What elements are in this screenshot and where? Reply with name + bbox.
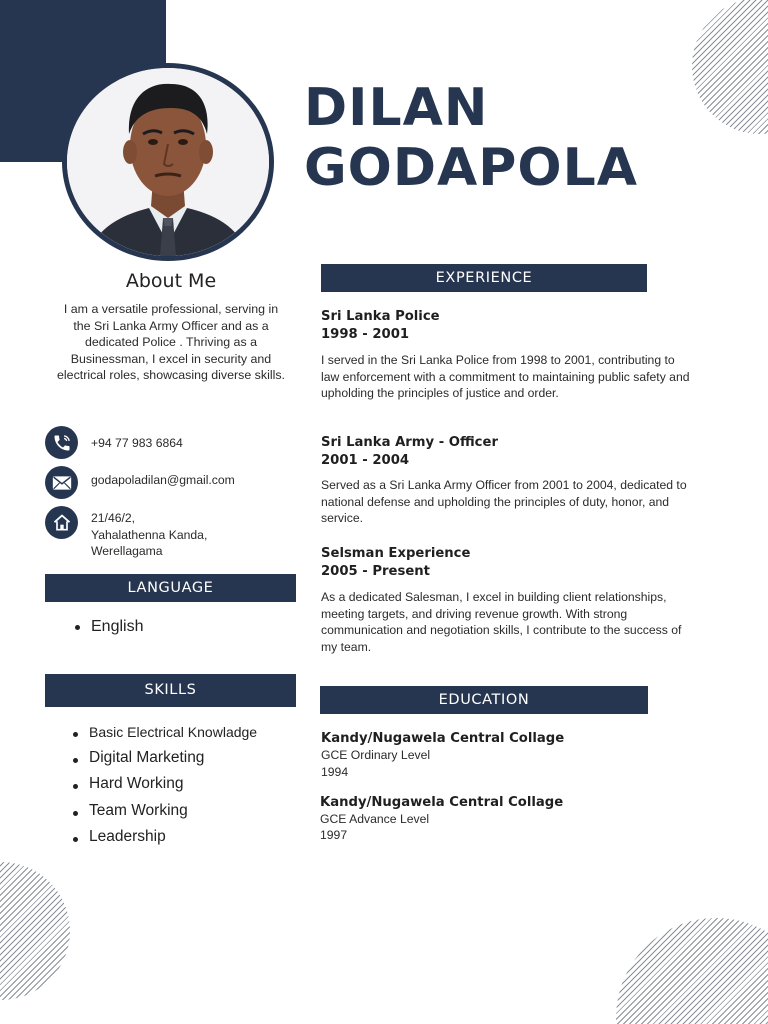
email-address: godapoladilan@gmail.com [91,473,235,487]
language-list [73,617,143,637]
skills-heading: SKILLS [45,674,296,707]
postal-address [91,510,207,560]
skill-item: Digital Marketing [71,747,311,773]
skill-item: Leadership [71,826,311,852]
phone-number: +94 77 983 6864 [91,436,183,450]
education-year: 1997 [320,828,348,842]
experience-period: 2005 - Present [321,563,430,579]
skills-list [71,721,311,852]
envelope-icon [52,475,72,491]
experience-period: 2001 - 2004 [321,452,410,468]
education-heading: EDUCATION [320,686,648,714]
experience-entry-header [321,308,440,343]
phone-icon-badge [45,426,78,459]
experience-entry-header [321,545,470,580]
about-title: About Me [125,270,217,292]
email-icon-badge [45,466,78,499]
experience-heading: EXPERIENCE [321,264,647,292]
education-school: Kandy/Nugawela Central Collage [320,795,564,810]
experience-description: As a dedicated Salesman, I excel in building client relationships, meeting targets, and driving revenue growth. With strong communication and negotiation skills, I contribute to the success of my team. [321,590,682,655]
address-line: Yahalathenna Kanda, [91,527,208,542]
profile-photo [67,68,269,256]
last-name: GODAPOLA [304,138,638,198]
language-item: English [73,617,143,637]
about-text: I am a versatile professional, serving in the Sri Lanka Army Officer and as a dedicated Police . Thriving as a Businessman, I excel in security and electrical roles, showcasing diverse skills. [57,302,285,382]
skill-item: Hard Working [71,773,311,799]
experience-entry-header [321,434,498,469]
address-line: 21/46/2, [91,511,136,525]
full-name [304,78,744,198]
education-school: Kandy/Nugawela Central Collage [321,731,565,746]
experience-org: Selsman Experience [321,546,471,561]
skill-item: Team Working [71,800,311,826]
education-year: 1994 [321,765,349,779]
portrait-illustration [67,68,269,256]
education-level: GCE Ordinary Level [321,748,431,762]
experience-org: Sri Lanka Police [321,309,440,324]
experience-org: Sri Lanka Army - Officer [321,435,498,450]
address-line: Werellagama [91,544,163,558]
home-icon [52,513,72,533]
education-level: GCE Advance Level [320,812,430,826]
skill-item: Basic Electrical Knowladge [71,721,311,747]
address-icon-badge [45,506,78,539]
hatched-circle-decoration [616,918,768,1024]
experience-period: 1998 - 2001 [321,326,410,342]
experience-description: I served in the Sri Lanka Police from 1998 to 2001, contributing to law enforcement with a commitment to maintaining public safety and upholding the principles of justice and order. [321,353,690,401]
first-name: DILAN [304,78,489,138]
hatched-circle-decoration [0,862,70,1000]
experience-description: Served as a Sri Lanka Army Officer from 2001 to 2004, dedicated to national defense and upholding the principles of duty, honor, and service. [321,478,687,526]
language-heading: LANGUAGE [45,574,296,602]
phone-icon [52,433,72,453]
